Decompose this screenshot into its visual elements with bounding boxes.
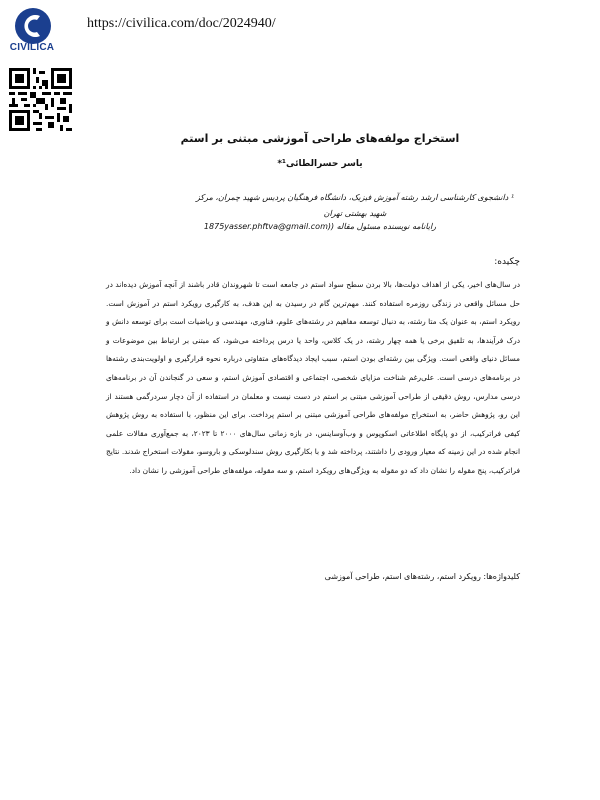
logo-text: CIVILICA xyxy=(9,42,55,53)
abstract-heading: چکیده: xyxy=(494,257,520,267)
document-url[interactable]: https://civilica.com/doc/2024940/ xyxy=(87,16,276,31)
paper-title: استخراج مولفه‌های طراحی آموزشی مبتنی بر استم xyxy=(180,132,460,145)
corresponding-email: رایانامه نویسنده مسئول مقاله ((1875yasser.phftva@gmail.com xyxy=(203,222,437,231)
logo-circle xyxy=(15,8,51,44)
abstract-text: در سال‌های اخیر، یکی از اهداف دولت‌ها، بالا بردن سطح سواد استم در جامعه است تا شهروندان قادر باشند از آنچه آموزش دیده‌اند در حل مسائل واقعی در زندگی روزمره استفاده کنند. مهم‌ترین گام در رسیدن به این هدف، به کارگیری رویکرد استم در آموزش است. رویکرد استم، به عنوان یک متا رشته، به دنبال توسعه مفاهیم در رشته‌های علوم، فناوری، مهندسی و ریاضیات است برای توسعه دانش و درک فرآیندها، به تلفیق برخی یا همه چهار رشته، در یک کلاس، واحد یا درس پرداخته می‌شود، که مبتنی بر ارتباط بین موضوعات و مسائل دنیای واقعی است. ویژگی بین رشته‌ای بودن استم، سبب ایجاد دیدگاه‌های متفاوتی درباره نحوه قرارگیری و اولویت‌بندی رشته‌ها در برنامه‌های درسی است. علی‌رغم شناخت مزایای شخصی، اجتماعی و اقتصادی آموزش استم، و سعی در گنجاندن آن در برنامه‌های درسی مدارس، روش دقیقی از طراحی آموزشی مبتنی بر استم در دست نیست و معلمان در استفاده از آن دچار سردرگمی هستند از این رو، پژوهش حاضر، به استخراج مولفه‌های طراحی آموزشی مبتنی بر استم پرداخت. برای این منظور، با استفاده به روش پژوهش کیفی فراترکیب، از دو پایگاه اطلاعاتی اسکوپوس و وب‌آوساینس، در بازه زمانی سال‌های ۲۰۰۰ تا ۲۰۲۳، به جمع‌آوری مقالات علمی انجام شده در این زمینه که معیار ورودی را داشتند، پرداخته شد و با بکارگیری روش سندلوسکی و باروسو، مقولات استخراج شدند. نتایج فراترکیب، پنج مقوله را نشان داد که دو مقوله به ویژگی‌های رویکرد استم، و سه مقوله، مولفه‌های طراحی آموزشی را نشان داد. xyxy=(106,280,521,475)
author-name: یاسر حسرالطائی¹* xyxy=(277,159,363,169)
keywords: کلیدواژه‌ها: رویکرد استم، رشته‌های استم، طراحی آموزشی xyxy=(324,572,520,581)
author-affiliation: ¹ دانشجوی کارشناسی ارشد رشته آموزش فیزیک، دانشگاه فرهنگیان پردیس شهید چمران، مرکز شهید بهشتی تهران xyxy=(195,193,515,218)
qr-code-icon xyxy=(9,68,72,131)
